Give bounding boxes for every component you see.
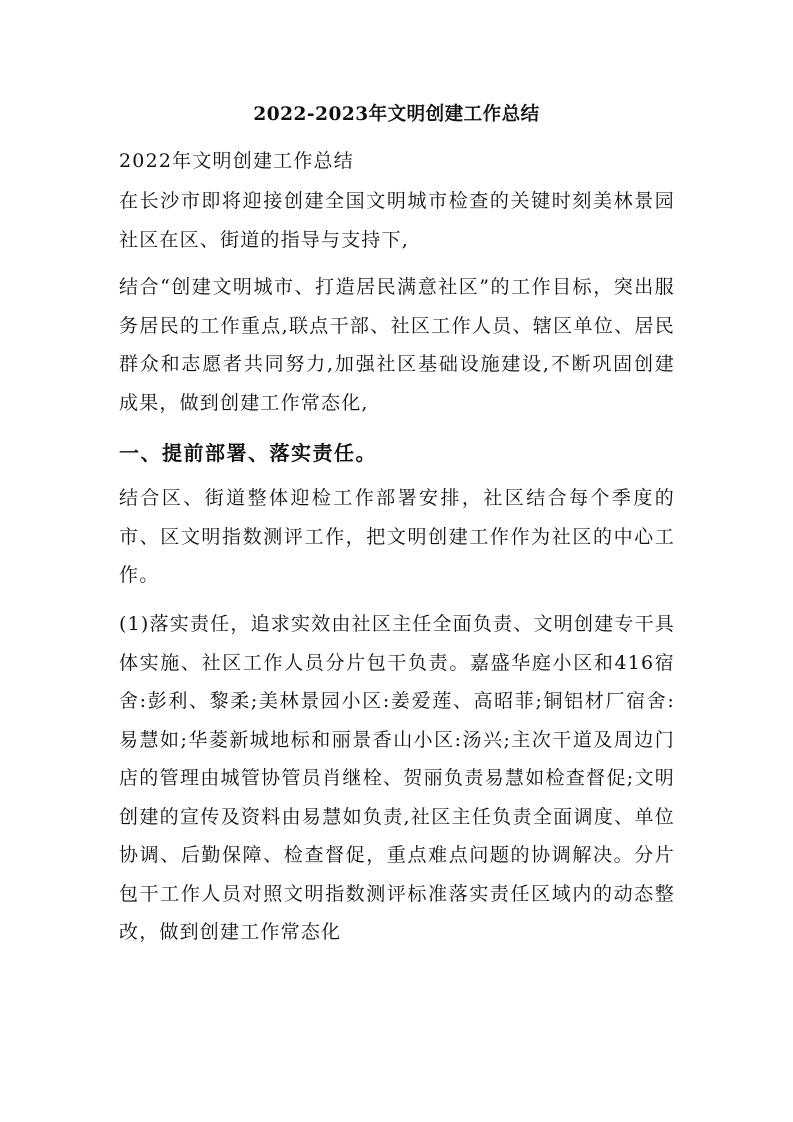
document-subtitle: 2022年文明创建工作总结 bbox=[119, 150, 354, 172]
paragraph-intro: 在长沙市即将迎接创建全国文明城市检查的关键时刻美林景园社区在区、街道的指导与支持下, bbox=[119, 190, 675, 251]
section-heading-1: 一、提前部署、落实责任。 bbox=[119, 441, 377, 465]
paragraph-section1-body: 结合区、街道整体迎检工作部署安排，社区结合每个季度的市、区文明指数测评工作，把文明创建工作作为社区的中心工作。 bbox=[119, 487, 675, 586]
paragraph-goal: 结合“创建文明城市、打造居民满意社区”的工作目标，突出服务居民的工作重点,联点干部、社区工作人员、辖区单位、居民群众和志愿者共同努力,加强社区基础设施建设,不断巩固创建成果，做到创建工作常态化, bbox=[119, 276, 675, 414]
document-title: 2022-2023年文明创建工作总结 bbox=[253, 104, 540, 125]
paragraph-responsibility: (1)落实责任，追求实效由社区主任全面负责、文明创建专干具体实施、社区工作人员分片包干负责。嘉盛华庭小区和416宿舍:彭利、黎柔;美林景园小区:姜爱莲、高昭菲;铜铝材厂宿舍:易慧如;华菱新城地标和丽景香山小区:汤兴;主次干道及周边门店的管理由城管协管员肖继栓、贺丽负责易慧如检查督促;文明创建的宣传及资料由易慧如负责,社区主任负责全面调度、单位协调、后勤保障、检查督促，重点难点问题的协调解决。分片包干工作人员对照文明指数测评标准落实责任区域内的动态整改，做到创建工作常态化 bbox=[119, 613, 675, 943]
